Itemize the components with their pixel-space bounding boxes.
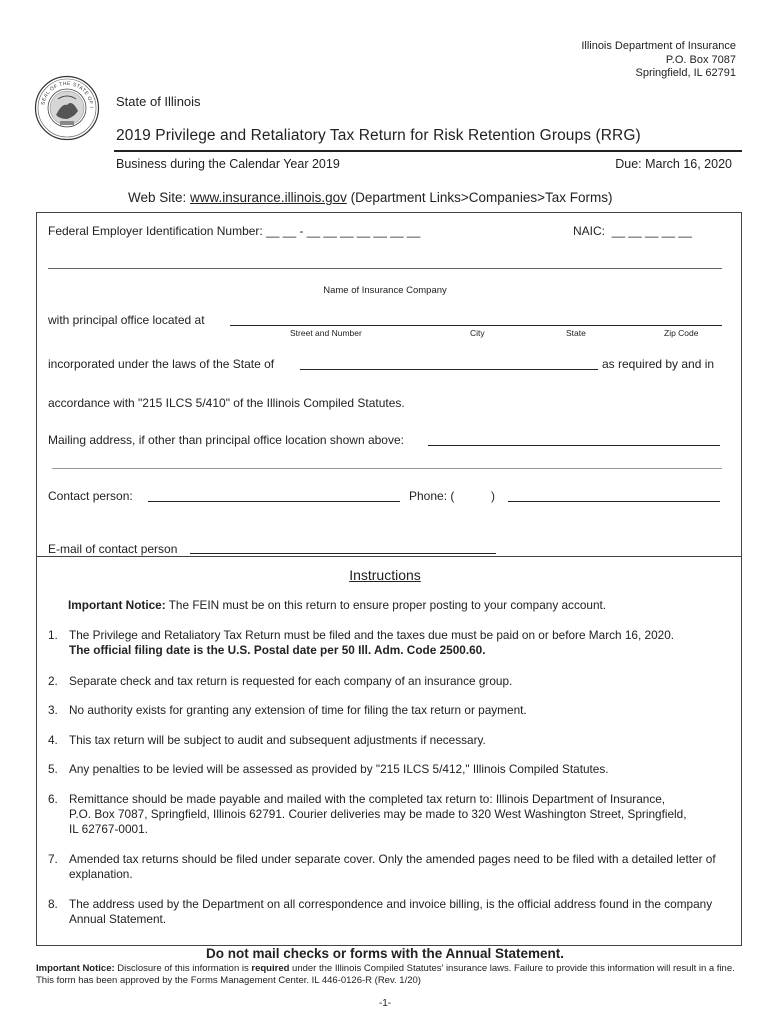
notice-bold: Important Notice: [68,598,166,612]
item-text: Amended tax returns should be filed under separate cover. Only the amended pages need to be filed with a detailed letter of explanation. [69,852,716,881]
item-number: 4. [48,733,58,747]
mailing-address-input[interactable] [428,445,720,446]
item-number: 6. [48,792,58,806]
fein-label: Federal Employer Identification Number: [48,224,263,238]
fein-input[interactable]: __ __ - __ __ __ __ __ __ __ [266,224,421,238]
accordance-text: accordance with "215 ILCS 5/410" of the Illinois Compiled Statutes. [48,396,405,410]
address-line-2: P.O. Box 7087 [665,53,736,66]
incorporated-state-input[interactable] [300,369,598,370]
business-year: Business during the Calendar Year 2019 [116,157,340,171]
instruction-item-8 [48,897,728,927]
item-number: 1. [48,628,58,642]
address-line-1: Illinois Department of Insurance [581,40,736,52]
naic-label: NAIC: [573,224,606,238]
item-number: 2. [48,674,58,688]
email-input[interactable] [190,553,496,554]
item-number: 8. [48,897,58,911]
website-prefix: Web Site: [128,190,191,205]
company-name-input[interactable] [48,268,722,269]
instructions-box [36,556,742,946]
instruction-item-2 [48,674,728,689]
instruction-item-7 [48,852,728,882]
state-name: State of Illinois [116,94,201,109]
contact-person-input[interactable] [148,501,400,502]
company-info-box [36,212,742,557]
website-link[interactable]: www.insurance.illinois.gov [190,190,347,205]
footer-notice [36,963,742,987]
website-suffix: (Department Links>Companies>Tax Forms) [346,190,613,205]
item-text: Separate check and tax return is requested for each company of an insurance group. [69,674,513,688]
form-title: 2019 Privilege and Retaliatory Tax Return for Risk Retention Groups (RRG) [116,127,641,144]
naic-input[interactable]: __ __ __ __ __ [611,224,692,238]
mailing-label: Mailing address, if other than principal office location shown above: [48,433,404,447]
principal-office-input[interactable] [230,325,722,326]
page-number: -1- [378,998,392,1009]
phone-area-close: ) [491,489,495,503]
item-bold-text: The official filing date is the U.S. Postal date per 50 Ill. Adm. Code 2500.60. [69,643,486,657]
as-required-text: as required by and in [602,357,715,371]
state-seal-icon [34,75,100,141]
incorporated-label: incorporated under the laws of the State of [48,357,275,371]
do-not-mail-warning: Do not mail checks or forms with the Annual Statement. [205,946,565,961]
zip-caption: Zip Code [664,328,699,338]
address-line-3: Springfield, IL 62791 [635,67,736,79]
naic-row [573,224,692,238]
item-number: 7. [48,852,58,866]
due-date: Due: March 16, 2020 [615,157,732,171]
item-text: Remittance should be made payable and mailed with the completed tax return to: Illinois Department of Insurance, P.O. Box 7087, Springfield, Illinois 62791. Courier deliveries may be made to 320 West Washington Street, Springfield, IL 62767-0001. [69,792,687,836]
company-name-caption: Name of Insurance Company [323,285,447,296]
title-rule [114,150,742,152]
instruction-item-1 [48,628,728,658]
instruction-item-4 [48,733,728,748]
item-text: Any penalties to be levied will be assessed as provided by "215 ILCS 5/412," Illinois Compiled Statutes. [69,762,609,776]
fein-row [48,224,420,238]
seal-text: SEAL OF THE STATE OF I [40,80,95,109]
state-caption: State [566,328,586,338]
phone-label: Phone: ( [409,489,455,503]
item-text: This tax return will be subject to audit and subsequent adjustments if necessary. [69,733,486,747]
department-address [581,40,736,81]
principal-office-label: with principal office located at [48,313,205,327]
notice-text: The FEIN must be on this return to ensure proper posting to your company account. [165,598,607,612]
footer-notice-post: under the Illinois Compiled Statutes' insurance laws. Failure to provide this information will result in a fine. This form has been approved by the Forms Management Center. IL 446-0126-R (Rev. 1/20) [36,963,735,986]
instruction-item-6 [48,792,688,837]
important-notice-fein [68,598,748,613]
instructions-title-text: Instructions [349,567,421,583]
contact-label: Contact person: [48,489,133,503]
item-text: The address used by the Department on all correspondence and invoice billing, is the official address found in the company Annual Statement. [69,897,713,926]
footer-notice-pre: Disclosure of this information is [114,963,252,974]
item-number: 3. [48,703,58,717]
item-text: No authority exists for granting any extension of time for filing the tax return or payment. [69,703,527,717]
instruction-item-5 [48,762,728,777]
item-number: 5. [48,762,58,776]
footer-notice-bold: Important Notice: [36,963,115,974]
street-caption: Street and Number [290,328,362,338]
city-caption: City [470,328,485,338]
website-line [128,190,612,205]
item-text: The Privilege and Retaliatory Tax Return must be filed and the taxes due must be paid on or before March 16, 2020. [69,628,675,642]
mailing-address-line-2[interactable] [52,468,722,469]
instructions-title [0,567,770,583]
email-label: E-mail of contact person [48,542,178,556]
phone-input[interactable] [508,501,720,502]
instruction-item-3 [48,703,728,718]
footer-required: required [251,963,290,974]
